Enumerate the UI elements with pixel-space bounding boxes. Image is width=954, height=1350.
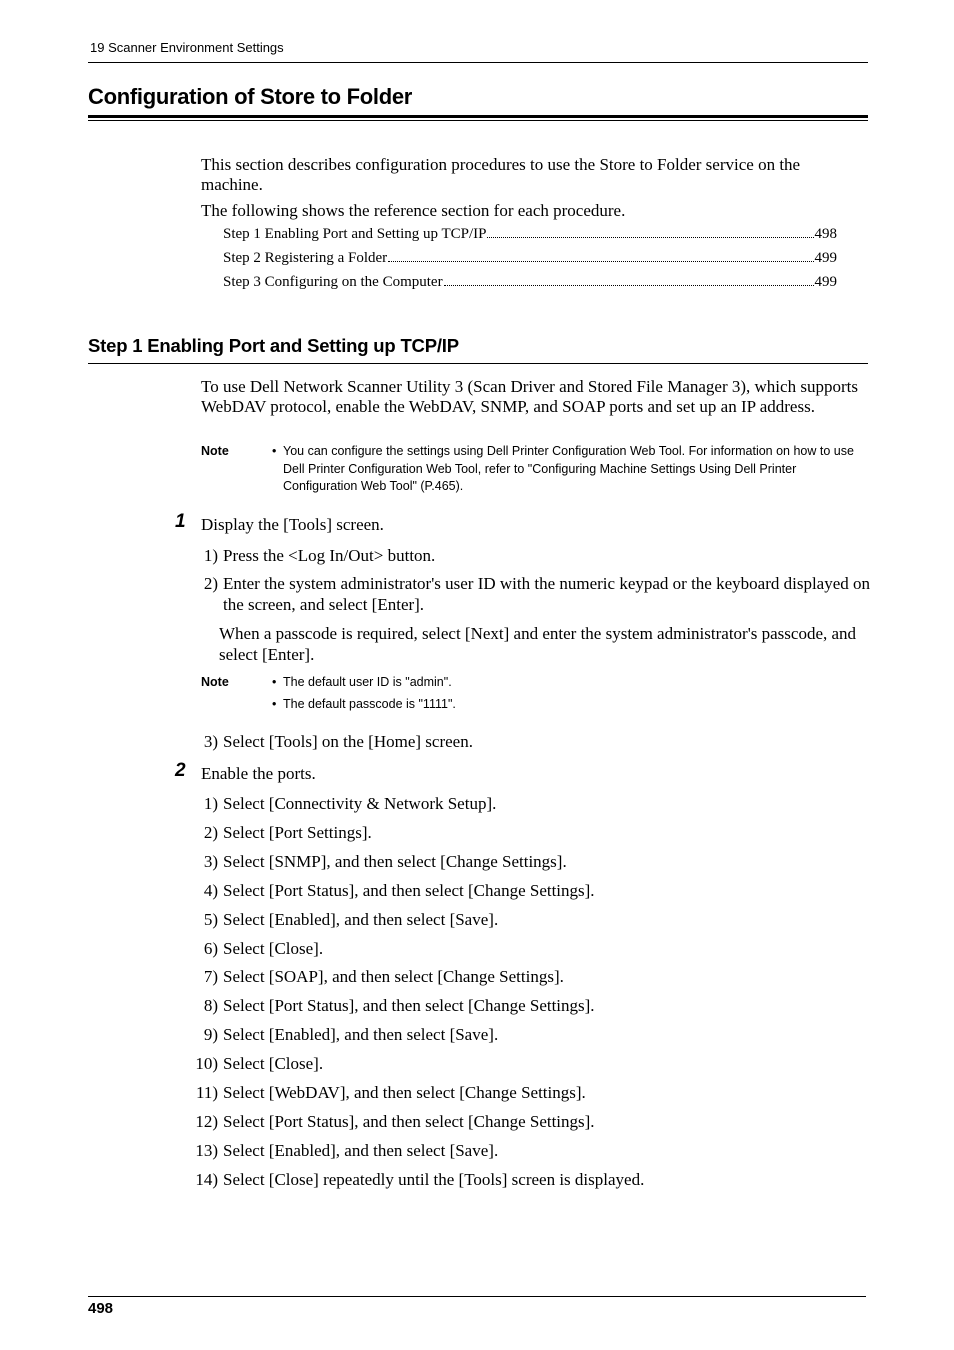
sub-step-text: Select [SOAP], and then select [Change Settings]. <box>223 967 564 987</box>
note-label: Note <box>201 444 229 458</box>
sub-step-number: 1) <box>203 794 218 813</box>
step-text: Display the [Tools] screen. <box>201 515 384 534</box>
toc-entry-label: Step 3 Configuring on the Computer <box>223 274 443 290</box>
sub-step-number: 3) <box>203 732 218 751</box>
sub-step-number: 1) <box>203 546 218 565</box>
sub-step-number: 12) <box>195 1111 218 1131</box>
sub-step <box>180 851 870 872</box>
step-number: 1 <box>175 511 186 532</box>
sub-step <box>180 995 870 1016</box>
sub-step <box>180 966 870 987</box>
sub-step-number: 5) <box>203 909 218 929</box>
toc-entry-page: 499 <box>814 274 837 290</box>
section-paragraph: To use Dell Network Scanner Utility 3 (Scan Driver and Stored File Manager 3), which supports WebDAV protocol, enable the WebDAV, SNMP, and SOAP ports and set up an IP address. <box>201 377 858 416</box>
footer-rule <box>88 1296 866 1297</box>
title-rule <box>88 115 868 118</box>
page-number: 498 <box>88 1300 114 1317</box>
step-text: Enable the ports. <box>201 764 316 783</box>
running-header: 19 Scanner Environment Settings <box>90 40 284 55</box>
sub-step <box>180 793 870 814</box>
sub-step <box>180 880 870 901</box>
sub-step <box>180 1140 870 1161</box>
toc-entry[interactable] <box>223 225 837 243</box>
note-item <box>272 443 857 496</box>
section-rule <box>88 363 868 364</box>
toc-entry-page: 499 <box>814 250 837 266</box>
page-title: Configuration of Store to Folder <box>88 84 413 109</box>
sub-step <box>180 1111 870 1132</box>
sub-step-text: Select [Tools] on the [Home] screen. <box>223 732 473 751</box>
sub-step-text: Select [Enabled], and then select [Save]. <box>223 1140 499 1160</box>
toc-entry[interactable] <box>223 249 837 267</box>
sub-step <box>180 938 870 959</box>
sub-step-number: 10) <box>195 1054 218 1074</box>
sub-step <box>180 731 870 752</box>
sub-step <box>180 1053 870 1074</box>
sub-step-number: 11) <box>195 1083 218 1102</box>
sub-step-text: Select [Port Status], and then select [Change Settings]. <box>223 1111 595 1131</box>
sub-step <box>180 1169 870 1190</box>
sub-step-text: Select [Close] repeatedly until the [Tools] screen is displayed. <box>223 1169 645 1189</box>
sub-step <box>180 822 870 843</box>
sub-step <box>180 545 870 566</box>
sub-step-number: 6) <box>203 938 218 958</box>
sub-step-number: 3) <box>203 851 218 871</box>
toc-leader-dots <box>388 261 813 262</box>
bullet-icon: • <box>272 444 277 458</box>
toc-entry[interactable] <box>223 273 837 291</box>
sub-step <box>180 909 870 930</box>
toc-entry-label: Step 2 Registering a Folder <box>223 250 388 266</box>
sub-step-number: 9) <box>203 1025 218 1045</box>
sub-step-number: 13) <box>195 1140 218 1160</box>
toc-entry-page: 498 <box>814 226 837 242</box>
note-text: You can configure the settings using Dell Printer Configuration Web Tool. For information on how to use Dell Printer Configuration Web Tool, refer to "Configuring Machine Settings Using Dell Printer Configuration Web Tool" (P.465). <box>283 444 854 493</box>
sub-step <box>180 573 870 615</box>
sub-step-text: Select [Enabled], and then select [Save]. <box>223 909 499 929</box>
sub-step-text: Select [Close]. <box>223 1054 324 1074</box>
sub-step-number: 2) <box>203 822 218 842</box>
sub-step-text: Select [Port Status], and then select [Change Settings]. <box>223 880 595 900</box>
sub-step-text: Select [Enabled], and then select [Save]. <box>223 1025 499 1045</box>
note-item <box>272 696 857 714</box>
bullet-icon: • <box>272 675 277 689</box>
intro-reference-text: The following shows the reference section for each procedure. <box>201 201 626 220</box>
bullet-icon: • <box>272 697 277 711</box>
sub-step-number: 4) <box>203 880 218 900</box>
toc-leader-dots <box>487 237 813 238</box>
sub-step-text: Enter the system administrator's user ID with the numeric keypad or the keyboard displayed on the screen, and select [Enter]. <box>223 574 871 614</box>
sub-step-text: Select [Port Status], and then select [Change Settings]. <box>223 996 595 1016</box>
sub-step-number: 2) <box>203 574 218 593</box>
sub-step-number: 14) <box>195 1169 218 1189</box>
sub-step-paragraph: When a passcode is required, select [Next] and enter the system administrator's passcode, and select [Enter]. <box>219 624 857 664</box>
note-item <box>272 674 857 692</box>
section-heading: Step 1 Enabling Port and Setting up TCP/IP <box>88 335 459 356</box>
title-rule-thin <box>88 120 868 121</box>
sub-step-text: Select [WebDAV], and then select [Change Settings]. <box>223 1083 586 1102</box>
sub-step-text: Select [Connectivity & Network Setup]. <box>223 794 497 813</box>
sub-step-number: 8) <box>203 996 218 1016</box>
toc-entry-label: Step 1 Enabling Port and Setting up TCP/IP <box>223 226 487 242</box>
sub-step-text: Press the <Log In/Out> button. <box>223 546 436 565</box>
note-text: The default user ID is "admin". <box>283 675 452 689</box>
sub-step-text: Select [Close]. <box>223 938 324 958</box>
note-text: The default passcode is "1111". <box>283 697 456 711</box>
header-rule <box>88 62 868 63</box>
sub-step <box>180 1024 870 1045</box>
sub-step-text: Select [SNMP], and then select [Change Settings]. <box>223 851 567 871</box>
toc-leader-dots <box>444 285 814 286</box>
sub-step-text: Select [Port Settings]. <box>223 822 372 842</box>
note-label: Note <box>201 675 229 689</box>
sub-step-number: 7) <box>203 967 218 987</box>
sub-step <box>180 1082 870 1103</box>
intro-paragraph: This section describes configuration procedures to use the Store to Folder service on the machine. <box>201 155 801 194</box>
step-number: 2 <box>175 760 186 781</box>
